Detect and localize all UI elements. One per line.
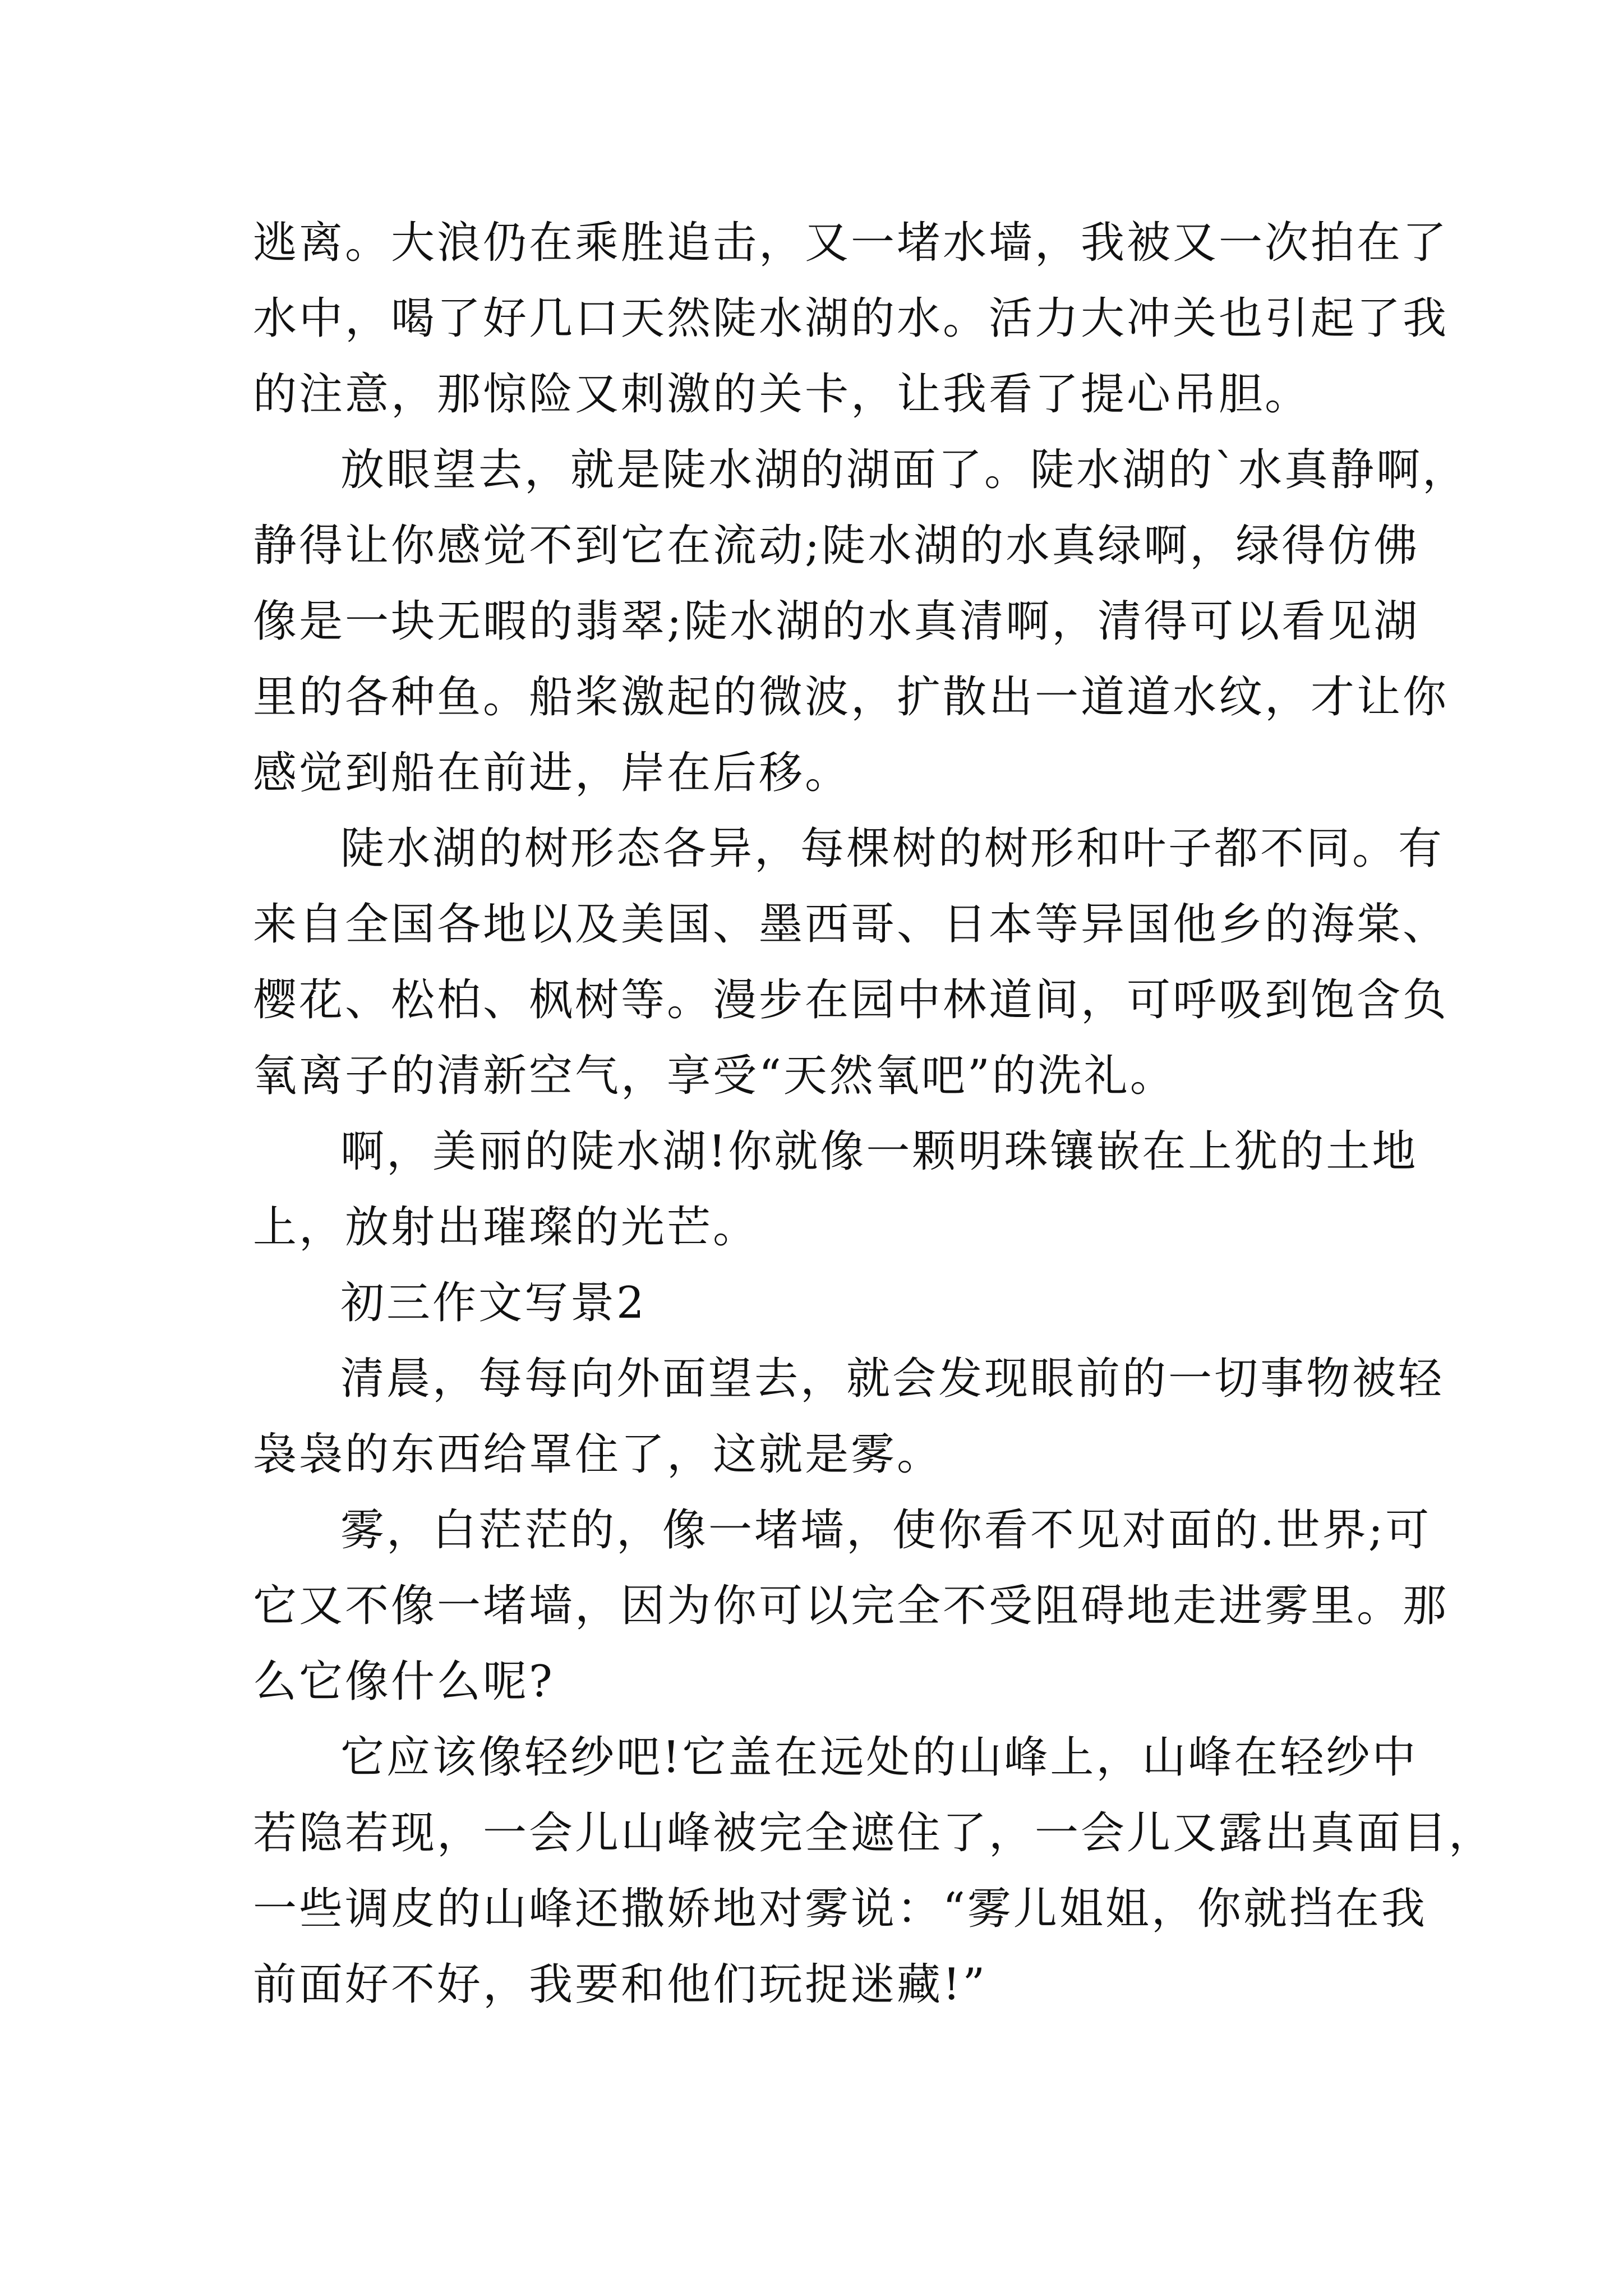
text-line: 清晨，每每向外面望去，就会发现眼前的一切事物被轻 [340,1354,1445,1404]
text-line: 感觉到船在前进，岸在后移。 [253,748,851,798]
text-line: 前面好不好，我要和他们玩捉迷藏!” [253,1959,988,2010]
text-line: 像是一块无暇的翡翠;陡水湖的水真清啊，清得可以看见湖 [253,596,1420,647]
text-line: 里的各种鱼。船桨激起的微波，扩散出一道道水纹，才让你 [253,672,1449,723]
text-line: 啊，美丽的陡水湖!你就像一颗明珠镶嵌在上犹的土地 [340,1126,1418,1177]
text-line: 的注意，那惊险又刺激的关卡，让我看了提心吊胆。 [253,369,1311,420]
text-line: 水中，喝了好几口天然陡水湖的水。活力大冲关也引起了我 [253,293,1449,344]
text-line: 上，放射出璀璨的光芒。 [253,1202,759,1253]
text-line: 氧离子的清新空气，享受“天然氧吧”的洗礼。 [253,1051,1176,1101]
text-line: 静得让你感觉不到它在流动;陡水湖的水真绿啊，绿得仿佛 [253,521,1420,571]
text-line: 它应该像轻纱吧!它盖在远处的山峰上，山峰在轻纱中 [340,1732,1418,1783]
text-line: 若隐若现，一会儿山峰被完全遮住了，一会儿又露出真面目， [253,1808,1495,1858]
text-line: 么它像什么呢? [253,1657,555,1707]
text-line: 来自全国各地以及美国、墨西哥、日本等异国他乡的海棠、 [253,899,1449,950]
text-line: 雾，白茫茫的，像一堵墙，使你看不见对面的.世界;可 [340,1505,1432,1556]
text-line: 陡水湖的树形态各异，每棵树的树形和叶子都不同。有 [340,823,1445,874]
text-line: 逃离。大浪仍在乘胜追击，又一堵水墙，我被又一次拍在了 [253,218,1449,268]
text-line: 放眼望去，就是陡水湖的湖面了。陡水湖的`水真静啊， [340,445,1469,495]
document-body [253,205,1495,2023]
text-line: 樱花、松柏、枫树等。漫步在园中林道间，可呼吸到饱含负 [253,975,1449,1025]
text-line: 袅袅的东西给罩住了，这就是雾。 [253,1429,943,1480]
section-heading: 初三作文写景2 [340,1278,647,1328]
text-line: 它又不像一堵墙，因为你可以完全不受阻碍地走进雾里。那 [253,1581,1449,1631]
text-line: 一些调皮的山峰还撒娇地对雾说：“雾儿姐姐，你就挡在我 [253,1884,1427,1934]
